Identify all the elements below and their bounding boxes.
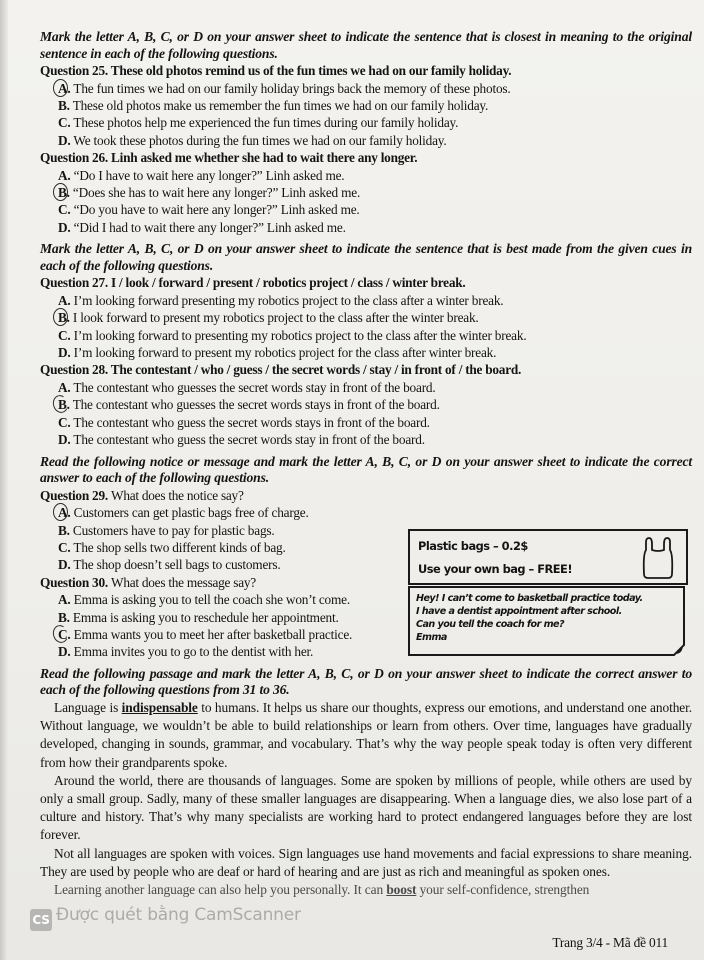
option-text: Emma invites you to go to the dentist with her. [73,644,314,660]
option-25-a[interactable] [40,80,692,97]
option-27-d[interactable] [40,344,692,361]
emma-message-note [408,586,685,656]
option-text: The contestant who guesses the secret words stay in front of the board. [73,379,436,395]
text: to humans. It helps us share our thoughts, express our emotions, and understand one another. Without language, we wouldn’t be able to build relationships or learn from others. Over time, languages have gradually developed, changing in sounds, grammar, and vocabulary. That’s why the way people speak today is often very different from how their grandparents spoke. [40,699,693,770]
message-signature: Emma [416,632,447,644]
option-letter: D. [58,432,71,448]
passage-paragraph-2: Around the world, there are thousands of languages. Some are spoken by millions of people, while others are used by only a small group. Sadly, many of these smaller languages are disappearing. When a language dies, we also lose part of a culture and history. That’s why many specialists are working hard to protect endangered languages before they are lost forever. [40,772,692,843]
option-letter: A. [58,379,71,395]
option-letter: B. [58,397,70,413]
section-instruction-notice-message: Read the following notice or message and mark the letter A, B, C, or D on your answer sheet to indicate the correct answer to each of the following questions. [40,453,692,486]
option-25-c[interactable] [40,114,692,131]
option-text: Emma wants you to meet her after basketball practice. [73,626,353,642]
option-letter: D. [58,345,71,361]
option-text: The fun times we had on our family holiday brings back the memory of these photos. [73,80,511,96]
option-text: “Do you have to wait here any longer?” Linh asked me. [73,202,360,218]
page-content [40,29,692,899]
option-letter: C. [58,202,71,218]
question-28 [40,361,692,378]
option-28-a[interactable] [40,379,692,396]
option-27-a[interactable] [40,292,692,309]
option-text: The contestant who guess the secret words stay in front of the board. [73,432,425,448]
message-line-2: I have a dentist appointment after school. [416,605,622,617]
option-26-d[interactable] [40,219,692,236]
option-text: Customers have to pay for plastic bags. [72,522,275,538]
option-letter: C. [58,414,71,430]
option-letter: C. [58,539,71,555]
option-letter: C. [58,327,71,343]
option-text: I’m looking forward to present my robotics project for the class after winter break. [73,345,497,361]
passage-paragraph-1 [40,699,692,772]
passage-paragraph-3: Not all languages are spoken with voices. Sign languages use hand movements and facial expressions to share meaning. They are used by people who are deaf or hard of hearing and are just as rich and meaningful as spoken ones. [40,845,692,879]
option-letter: D. [58,219,71,235]
option-letter: C. [58,115,71,131]
option-text: “Do I have to wait here any longer?” Linh asked me. [73,167,345,183]
option-26-b[interactable] [40,184,692,201]
question-label: Question 29. [40,487,108,503]
section-instruction-passage: Read the following passage and mark the letter A, B, C, or D on your answer sheet to indicate the correct answer to each of the following questions from 31 to 36. [40,665,692,698]
question-text: The contestant / who / guess / the secret words / stay / in front of / the board. [110,362,522,378]
option-text: We took these photos during the fun times we had on our family holiday. [73,132,447,148]
question-label: Question 28. [40,362,108,378]
notice-line-free: Use your own bag – FREE! [418,561,573,576]
option-25-d[interactable] [40,132,692,149]
option-letter: D. [58,132,71,148]
option-text: “Does she has to wait here any longer?” Linh asked me. [72,185,361,201]
option-text: The shop sells two different kinds of bag. [73,539,286,555]
answer-circle-mark [53,183,68,201]
page-footer: Trang 3/4 - Mã đề 011 [552,935,668,950]
notice-line-price: Plastic bags – 0.2$ [418,538,528,553]
answer-circle-mark [53,79,68,97]
option-letter: B. [58,98,70,113]
underlined-word-boost: boost [386,881,417,897]
option-letter: A. [58,292,71,308]
option-text: These photos help me experienced the fun times during our family holiday. [73,115,459,131]
option-26-c[interactable] [40,201,692,218]
question-30-block [40,574,692,661]
question-label: Question 25. [40,63,108,79]
answer-circle-mark [53,503,68,521]
option-29-a[interactable] [40,504,692,521]
option-text: These old photos make us remember the fun times we had on our family holiday. [72,98,489,113]
option-text: Emma is asking you to reschedule her appointment. [72,609,339,625]
option-letter: C. [58,626,71,642]
option-letter: A. [58,167,71,183]
option-letter: B. [58,185,70,201]
option-letter: B. [58,310,70,326]
option-text: I’m looking forward to presenting my robotics project to the class after the winter break. [73,327,527,343]
option-26-a[interactable] [40,167,692,184]
question-26 [40,149,692,166]
option-28-b[interactable] [40,396,692,413]
option-text: The contestant who guess the secret words stays in front of the board. [73,414,430,430]
question-25 [40,62,692,79]
camscanner-logo-icon: CS [30,909,52,931]
option-text: Emma is asking you to tell the coach she won’t come. [73,592,350,608]
section-instruction-closest-meaning: Mark the letter A, B, C, or D on your answer sheet to indicate the sentence that is closest in meaning to the original sentence in each of the following questions. [40,29,692,61]
option-letter: B. [58,609,70,625]
option-letter: B. [58,522,70,538]
text: Language is [54,699,122,715]
question-label: Question 30. [40,574,108,590]
option-letter: D. [58,644,71,660]
option-letter: A. [58,505,71,521]
option-text: The contestant who guesses the secret words stays in front of the board. [72,397,440,413]
option-28-d[interactable] [40,431,692,448]
camscanner-watermark [30,905,301,931]
reading-passage [40,699,692,899]
option-text: “Did I had to wait there any longer?” Linh asked me. [73,219,346,235]
question-29 [40,487,692,504]
message-line-3: Can you tell the coach for me? [416,619,564,631]
option-text: I look forward to present my robotics project to the class after the winter break. [72,310,479,326]
question-29-block [40,487,692,574]
question-text: Linh asked me whether she had to wait there any longer. [111,150,418,166]
question-label: Question 27. [40,275,108,291]
option-letter: A. [58,80,71,96]
text: Learning another language can also help you personally. It can [54,881,387,897]
question-27 [40,274,692,291]
text: your self-confidence, strengthen [416,881,590,897]
question-text: These old photos remind us of the fun times we had on our family holiday. [110,63,512,79]
question-label: Question 26. [40,150,108,166]
option-28-c[interactable] [40,414,692,431]
question-text: I / look / forward / present / robotics project / class / winter break. [111,275,466,291]
passage-paragraph-4 [40,881,692,899]
option-letter: A. [58,592,71,608]
watermark-text: Được quét bằng CamScanner [56,905,301,925]
section-instruction-sentence-building: Mark the letter A, B, C, or D on your answer sheet to indicate the sentence that is best made from the given cues in each of the following questions. [40,241,692,273]
option-27-b[interactable] [40,309,692,326]
option-text: I’m looking forward presenting my robotics project to the class after a winter break. [73,292,504,308]
underlined-word-indispensable: indispensable [121,699,198,715]
question-text: What does the notice say? [111,487,244,503]
option-letter: D. [58,557,71,573]
page-fold-icon [673,644,685,656]
question-text: What does the message say? [111,574,256,590]
page-edge-shadow [0,0,8,960]
option-text: The shop doesn’t sell bags to customers. [73,557,281,573]
option-25-b[interactable] [40,97,692,114]
option-27-c[interactable] [40,327,692,344]
option-text: Customers can get plastic bags free of charge. [73,505,309,521]
message-line-1: Hey! I can’t come to basketball practice today. [416,592,643,604]
